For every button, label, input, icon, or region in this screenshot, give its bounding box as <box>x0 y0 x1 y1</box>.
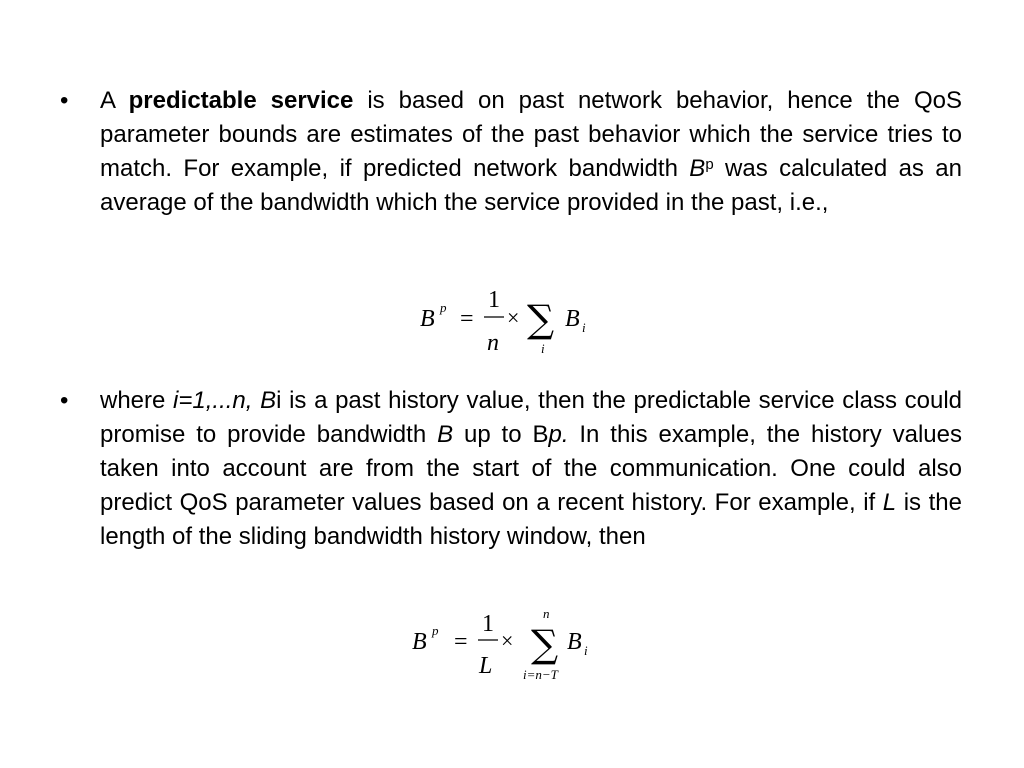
f2-equals: = <box>454 629 468 655</box>
var-l: L <box>882 489 897 516</box>
f1-sum-symbol: ∑ <box>527 297 555 341</box>
f1-equals: = <box>460 306 474 332</box>
f1-times: × <box>507 305 520 330</box>
var-range: i=1,...n, B <box>173 387 277 414</box>
formula-average-bandwidth <box>410 280 610 360</box>
f1-lhs-sup: p <box>440 300 447 315</box>
para2-text-e: is the length of the sliding bandwidth history window, then <box>100 489 962 550</box>
para2-text-a: where <box>100 387 174 414</box>
f2-times: × <box>501 628 514 653</box>
para2-text-c: up to B <box>453 421 549 448</box>
f1-numerator: 1 <box>488 287 500 313</box>
f1-denominator: n <box>487 330 499 356</box>
f1-sum-index: i <box>541 341 545 356</box>
para2-text-b: i is a past history value, then the predictable service class could promise to provide bandwidth <box>100 387 962 448</box>
f2-numerator: 1 <box>482 611 494 637</box>
f1-term: B <box>565 306 580 332</box>
var-b-2: B <box>437 421 454 448</box>
f2-lhs-sup: p <box>432 623 439 638</box>
paragraph-predictable-service <box>100 84 962 220</box>
f2-term: B <box>567 629 582 655</box>
f1-lhs: B <box>420 306 435 332</box>
var-p: p. <box>548 421 569 448</box>
f2-lhs: B <box>412 629 427 655</box>
f2-sum-symbol: ∑ <box>531 622 559 666</box>
term-predictable-service: predictable service <box>128 87 354 114</box>
paragraph-sliding-window <box>100 384 962 554</box>
f1-term-sub: i <box>582 320 586 335</box>
bullet-marker-2: • <box>60 387 69 414</box>
f2-denominator: L <box>479 653 493 679</box>
f2-term-sub: i <box>584 643 588 658</box>
para1-text-c: was calculated as an average of the bandwidth which the service provided in the past, i.e., <box>100 155 962 216</box>
formula-sliding-window <box>400 605 620 695</box>
para1-text-a: A <box>100 87 129 114</box>
para1-text-b: is based on past network behavior, hence the QoS parameter bounds are estimates of the past behavior which the service tries to match. For example, if predicted network bandwidth <box>100 87 962 182</box>
para2-text-d: In this example, the history values taken into account are from the start of the communication. One could also predict QoS parameter values based on a recent history. For example, if <box>100 421 962 516</box>
sup-p: p <box>705 156 714 173</box>
f2-sum-upper: n <box>543 606 550 621</box>
f2-sum-lower: i=n−T <box>523 667 558 682</box>
bullet-marker-1: • <box>60 87 69 114</box>
var-b: B <box>689 155 706 182</box>
